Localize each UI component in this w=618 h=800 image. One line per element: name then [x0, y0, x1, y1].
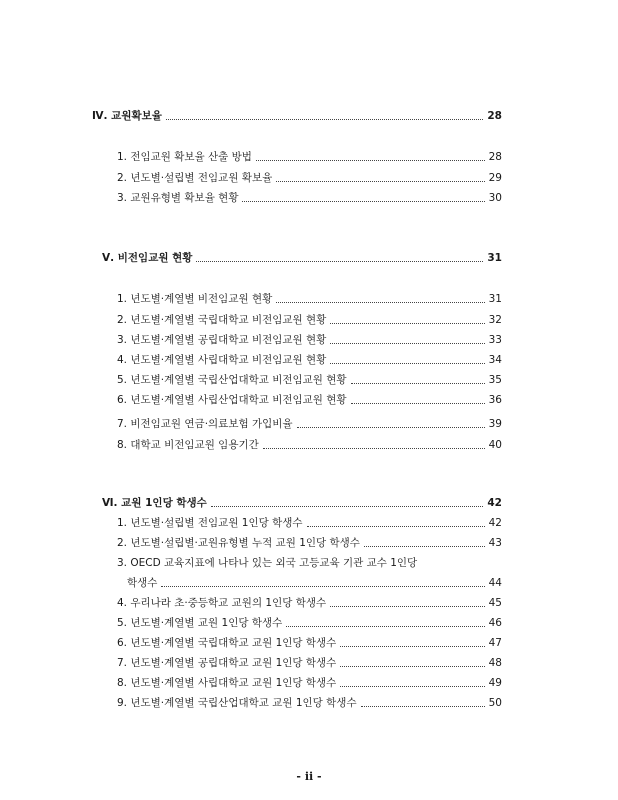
- toc-page-number: 46: [488, 617, 502, 629]
- dot-leader: [330, 362, 484, 364]
- dot-leader: [263, 447, 485, 449]
- toc-entry: [117, 354, 502, 367]
- toc-page-number: 42: [488, 517, 502, 529]
- dot-leader: [161, 585, 484, 587]
- toc-entry: [117, 151, 502, 164]
- toc-page-number: 34: [488, 354, 502, 366]
- toc-entry-label: 7. 비전임교원 연금·의료보험 가입비율: [117, 418, 293, 430]
- toc-entry-label: 6. 년도별·계열별 국립대학교 교원 1인당 학생수: [117, 637, 337, 649]
- toc-entry: [117, 374, 502, 387]
- toc-entry-label: 4. 우리나라 초·중등학교 교원의 1인당 학생수: [117, 597, 327, 609]
- toc-entry: [117, 439, 502, 452]
- toc-page-number: 44: [488, 577, 502, 589]
- toc-section-title: Ⅵ. 교원 1인당 학생수: [102, 497, 207, 509]
- toc-entry: [117, 314, 502, 327]
- dot-leader: [340, 665, 484, 667]
- toc-page-number: 49: [488, 677, 502, 689]
- dot-leader: [364, 545, 485, 547]
- toc-entry: [117, 537, 502, 550]
- dot-leader: [330, 322, 484, 324]
- toc-entry-label: 2. 년도별·설립별 전임교원 확보율: [117, 172, 273, 184]
- toc-entry-label: 8. 년도별·계열별 사립대학교 교원 1인당 학생수: [117, 677, 337, 689]
- toc-entry: [117, 697, 502, 710]
- dot-leader: [351, 382, 485, 384]
- toc-entry: [117, 657, 502, 670]
- toc-entry-label: 3. 교원유형별 확보율 현황: [117, 192, 239, 204]
- dot-leader: [340, 645, 484, 647]
- dot-leader: [307, 525, 485, 527]
- toc-entry-label: 3. OECD 교육지표에 나타나 있는 외국 고등교육 기관 교수 1인당: [117, 557, 418, 569]
- dot-leader: [276, 301, 484, 303]
- toc-entry-label: 8. 대학교 비전임교원 임용기간: [117, 439, 259, 451]
- toc-entry-label: 2. 년도별·계열별 국립대학교 비전임교원 현황: [117, 314, 327, 326]
- toc-entry: [117, 334, 502, 347]
- dot-leader: [330, 342, 484, 344]
- toc-page-number: 42: [487, 497, 502, 509]
- toc-entry: [117, 557, 502, 570]
- toc-entry-label: 1. 전임교원 확보율 산출 방법: [117, 151, 252, 163]
- toc-page-number: 33: [488, 334, 502, 346]
- toc-entry-continuation: [127, 577, 502, 590]
- toc-entry: [117, 172, 502, 185]
- toc-entry: [117, 597, 502, 610]
- toc-page-number: 29: [488, 172, 502, 184]
- toc-page-number: 31: [487, 252, 502, 264]
- toc-entry: [117, 517, 502, 530]
- toc-entry-label: 학생수: [127, 577, 158, 589]
- toc-entry-label: 9. 년도별·계열별 국립산업대학교 교원 1인당 학생수: [117, 697, 357, 709]
- toc-page-number: 30: [488, 192, 502, 204]
- toc-entry-label: 3. 년도별·계열별 공립대학교 비전임교원 현황: [117, 334, 327, 346]
- toc-page-number: 45: [488, 597, 502, 609]
- toc-entry: [117, 637, 502, 650]
- toc-entry: [117, 617, 502, 630]
- toc-section-title: Ⅴ. 비전임교원 현황: [102, 252, 193, 264]
- dot-leader: [340, 685, 484, 687]
- toc-entry-label: 7. 년도별·계열별 공립대학교 교원 1인당 학생수: [117, 657, 337, 669]
- toc-entry: [117, 192, 502, 205]
- toc-entry-label: 2. 년도별·설립별·교원유형별 누적 교원 1인당 학생수: [117, 537, 360, 549]
- toc-page-number: 40: [488, 439, 502, 451]
- toc-page-number: 36: [488, 394, 502, 406]
- page-footer: - ii -: [296, 770, 322, 783]
- dot-leader: [297, 426, 485, 428]
- dot-leader: [242, 200, 484, 202]
- toc-entry-label: 6. 년도별·계열별 사립산업대학교 비전임교원 현황: [117, 394, 347, 406]
- toc-entry: [117, 418, 502, 431]
- toc-entry-label: 5. 년도별·계열별 교원 1인당 학생수: [117, 617, 283, 629]
- toc-section-4: [92, 110, 502, 123]
- dot-leader: [330, 605, 484, 607]
- dot-leader: [276, 180, 484, 182]
- toc-page-number: 28: [488, 151, 502, 163]
- dot-leader: [196, 260, 483, 262]
- toc-section-5: [102, 252, 502, 265]
- toc-page-number: 43: [488, 537, 502, 549]
- toc-entry: [117, 677, 502, 690]
- toc-entry-label: 5. 년도별·계열별 국립산업대학교 비전임교원 현황: [117, 374, 347, 386]
- toc-section-title: Ⅳ. 교원확보율: [92, 110, 162, 122]
- toc-page-number: 48: [488, 657, 502, 669]
- toc-page-number: 50: [488, 697, 502, 709]
- toc-page-number: 31: [488, 293, 502, 305]
- toc-entry-label: 1. 년도별·계열별 비전임교원 현황: [117, 293, 273, 305]
- toc-entry: [117, 394, 502, 407]
- toc-entry-label: 1. 년도별·설립별 전임교원 1인당 학생수: [117, 517, 303, 529]
- dot-leader: [361, 705, 485, 707]
- dot-leader: [256, 159, 485, 161]
- toc-page-number: 39: [488, 418, 502, 430]
- toc-page-number: 47: [488, 637, 502, 649]
- toc-page-number: 28: [487, 110, 502, 122]
- dot-leader: [351, 402, 485, 404]
- toc-section-6: [102, 497, 502, 510]
- toc-page-number: 32: [488, 314, 502, 326]
- dot-leader: [211, 505, 484, 507]
- toc-page-number: 35: [488, 374, 502, 386]
- toc-entry: [117, 293, 502, 306]
- dot-leader: [286, 625, 484, 627]
- toc-entry-label: 4. 년도별·계열별 사립대학교 비전임교원 현황: [117, 354, 327, 366]
- dot-leader: [166, 118, 483, 120]
